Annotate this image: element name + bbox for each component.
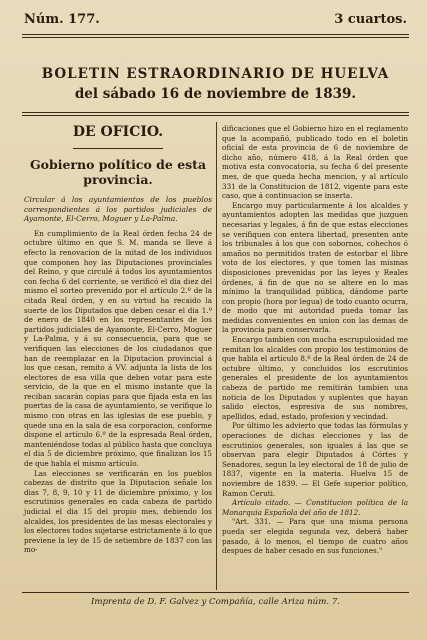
issue-number: Núm. 177. (24, 12, 100, 27)
imprint: Imprenta de D. F. Galvez y Compañía, calle Ariza núm. 7. (90, 597, 341, 607)
paragraph: Encargo tambien con mucha escrupulosidad me remitan los alcaldes con propio los testimonios de que habla el artículo 8.º de la Real órden de 24 de octubre último, y concluidos los escrutinios generales el presidente de los ayuntamientos cabeza de partido me remitirán tambien una noticia de los Diputados y suplentes que hayan salido electos, espresiva de sus nombres, apellidos, edad, estado, profesion y vecindad. (222, 335, 408, 421)
paragraph: Por último les advierto que todas las fórmulas y operaciones de dichas elecciones y las de escrutinios generales, son iguales á las que se observan para elegir Diputados á Córtes y Senadores, segun la ley electoral de 18 de julio de 1837, vigente en la materia. Huelva 15 de noviembre de 1839. — El Gefe superior político, Ramon Ceruti. (222, 421, 408, 498)
constitution-heading: Artículo citado. — Constitucion política de la Monarquia Española del año de 1812. (222, 498, 408, 517)
paragraph: En cumplimiento de la Real órden fecha 24 de octubre último en que S. M. manda se lleve á efecto la renovacion de la mitad de los individuos que componen hoy las Diputaciones provinciales del Reino, y que circulé á todos los ayuntamientos con fecha 6 del corriente, se verificó el dia diez del mismo el sorteo prevenido por el artículo 2.º de la citada Real órden, y en su virtud ha recaido la suerte de los Diputados que deben cesar el dia 1.º de enero de 1840 en los representantes de los partidos judiciales de Ayamonte, El-Cerro, Moguer y La-Palma, y á su consecuencia, para que se verifiquen las elecciones de los ciudadanos que han de reemplazar en la Diputacion provincial á los que cesan, remito á VV. adjunta la lista de los electores de esa villa que deben votar para este servicio, de la que en el mismo instante que la reciban sacarán copias para que fijada esta en las puertas de la casa de ayuntamiento, se verifique lo mismo con otras en las iglesias de ese pueblo, y quede una en la sala de esa corporacion, conforme dispone el artículo 6.º de la espresada Real órden, manteniéndose todas al público hasta que concluya el dia 5 de diciembre próximo, que finalizan los 15 de que habla el mismo artículo. (24, 228, 212, 469)
issue-date: del sábado 16 de noviembre de 1839. (74, 86, 357, 102)
masthead-rule-top-thin (22, 37, 409, 38)
masthead-rule-top (22, 34, 409, 35)
paragraph: Las elecciones se verificarán en los pueblos cabezas de distrito que la Diputacion señale los dias 7, 8, 9, 10 y 11 de diciembre próximo, y los escrutinios generales en cada cabeza de partido judicial el dia 15 del propio mes, debiendo los alcaldes, los presidentes de las mesas electorales y los electores todos sujetarse estrictamente á lo que previene la ley de 15 de setiembre de 1837 con las mo- (24, 468, 212, 555)
right-column (222, 124, 408, 556)
constitution-text: "Art. 331. — Para que una misma persona pueda ser elegida segunda vez, deberá haber pasado, á lo menos, el tiempo de cuatro años despues de haber cesado en sus funciones." (222, 517, 408, 556)
left-column (24, 124, 212, 555)
footer-rule (22, 592, 409, 593)
masthead-rule-bottom-thin (22, 115, 409, 116)
column-divider (216, 122, 217, 590)
paragraph: dificaciones que el Gobierno hizo en el reglamento que la acompañó, publicado todo en el boletin oficial de esta provincia de 6 de noviembre de dicho año, número 418, á la Real órden que motiva esta convocatoria, su fecha 6 del presente mes, de que queda hecha mencion, y al artículo 331 de la Constitucion de 1812, vigente para este caso, que á continuacion se inserta. (222, 124, 408, 201)
masthead-top (24, 12, 407, 27)
issue-price: 3 cuartos. (334, 12, 407, 27)
circular-subtitle: Circular á los ayuntamientos de los pueblos correspondientes á los partidos judiciales de Ayamonte, El-Cerro, Moguer y La-Palma. (24, 195, 212, 224)
section-heading: DE OFICIO. (72, 124, 164, 140)
paragraph: Encargo muy particularmente á los alcaldes y ayuntamientos adopten las medidas que juzguen necesarias y legales, á fin de que estas elecciones se verifiquen con entera libertad, presenten ante los tribunales á los que con sobornos, cohechos ó amaños no permitidos traten de estorbar el libre voto de los electores, y que tomen las mismas disposiciones prevenidas por las leyes y Reales órdenes, á fin de que no se altere en lo mas mínimo la tranquilidad pública, dándome parte con propio (hora por legua) de todo cuanto ocurra, de modo que mi autoridad pueda tomar las medidas convenientes en union con las demas de la provincia para conservarla. (222, 200, 408, 335)
section-rule (73, 148, 163, 149)
article-heading: Gobierno político de esta provincia. (29, 157, 207, 187)
newspaper-title: BOLETIN ESTRAORDINARIO DE HUELVA (41, 66, 390, 82)
masthead-rule-bottom (22, 112, 409, 113)
